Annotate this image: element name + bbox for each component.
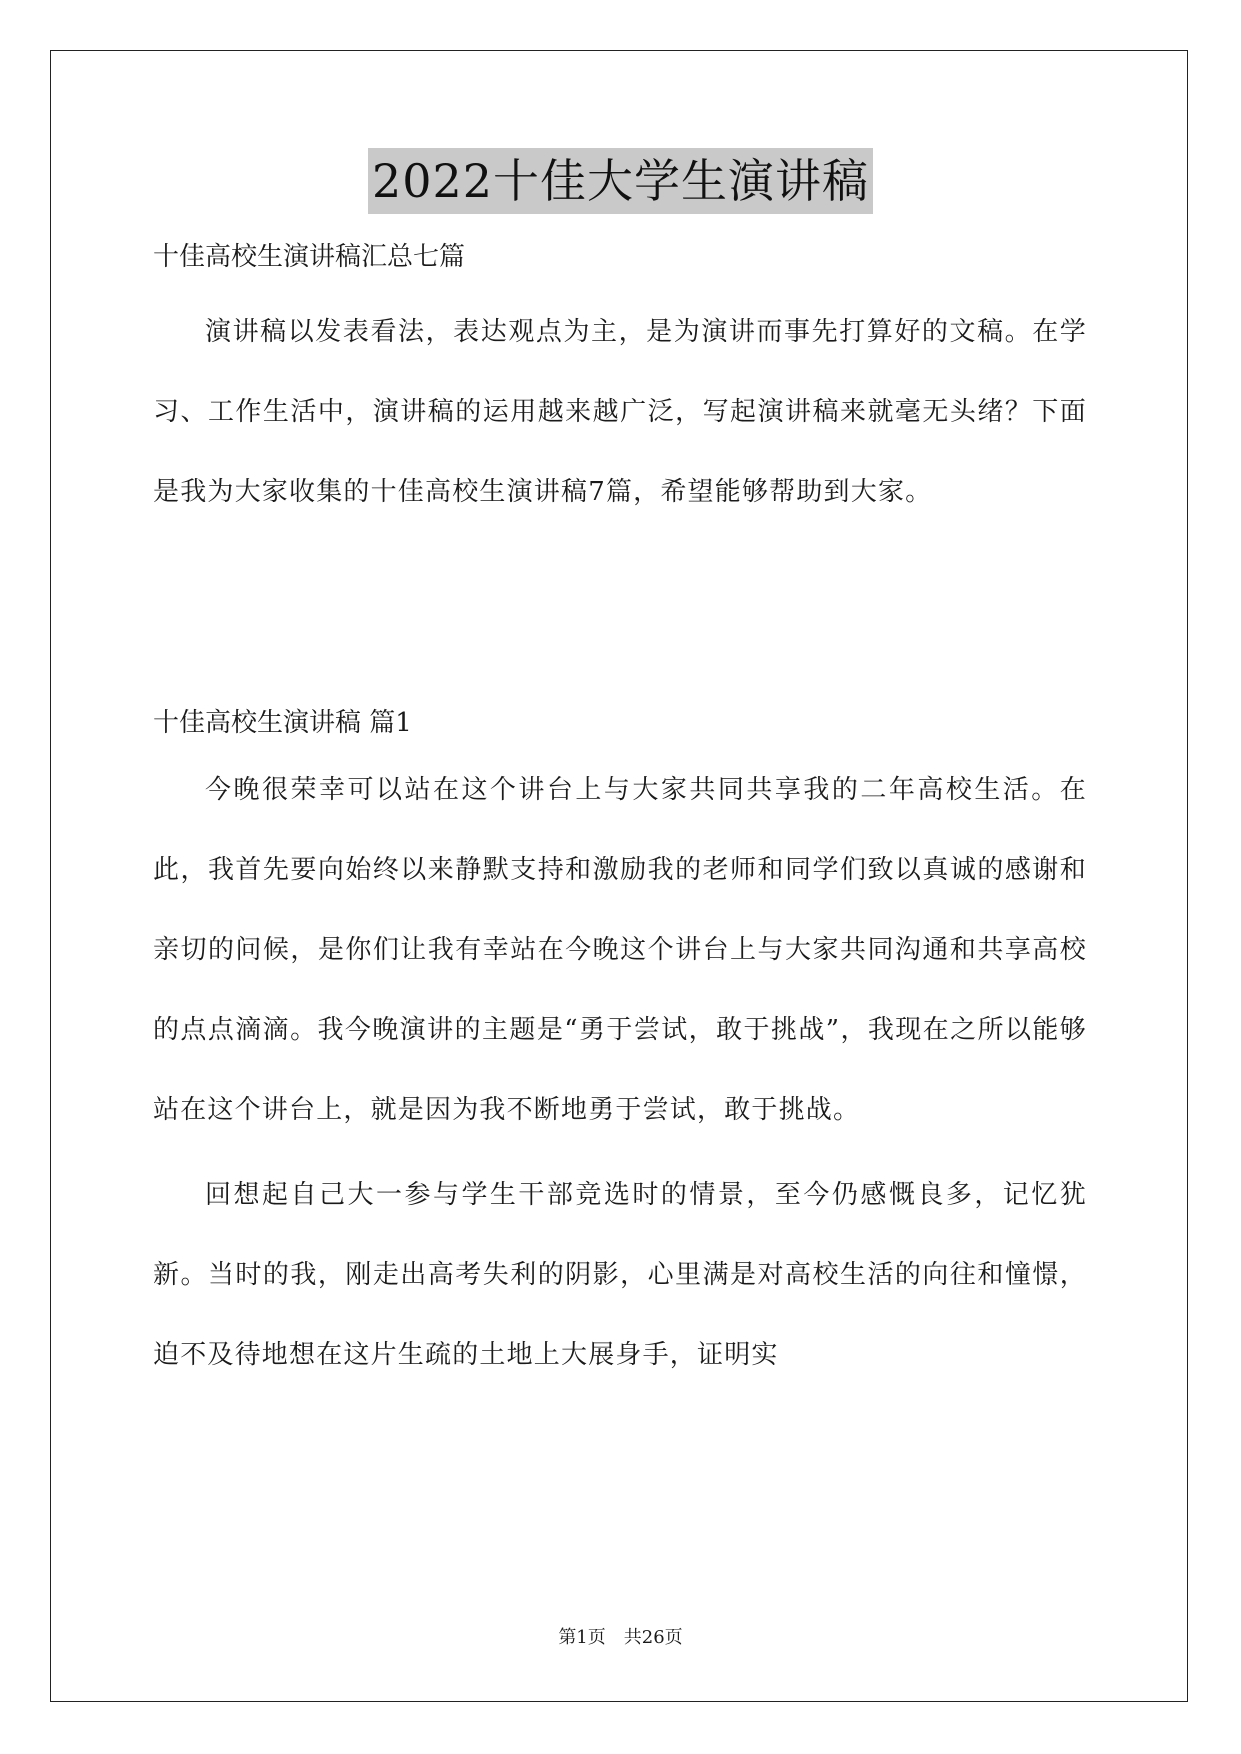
section-paragraph: 回想起自己大一参与学生干部竞选时的情景，至今仍感慨良多，记忆犹新。当时的我，刚走出高考失利的阴影，心里满是对高校生活的向往和憧憬，迫不及待地想在这片生疏的土地上大展身手，证明实 (153, 1180, 1087, 1370)
intro-paragraph: 演讲稿以发表看法，表达观点为主，是为演讲而事先打算好的文稿。在学习、工作生活中，演讲稿的运用越来越广泛，写起演讲稿来就毫无头绪？下面是我为大家收集的十佳高校生演讲稿7篇，希望能够帮助到大家。 (153, 317, 1087, 507)
document-title: 2022十佳大学生演讲稿 (368, 148, 873, 214)
document-subtitle: 十佳高校生演讲稿汇总七篇 (153, 242, 466, 272)
section-paragraph: 今晚很荣幸可以站在这个讲台上与大家共同共享我的二年高校生活。在此，我首先要向始终以来静默支持和激励我的老师和同学们致以真诚的感谢和亲切的问候，是你们让我有幸站在今晚这个讲台上与大家共同沟通和共享高校的点点滴滴。我今晚演讲的主题是“勇于尝试，敢于挑战”，我现在之所以能够站在这个讲台上，就是因为我不断地勇于尝试，敢于挑战。 (153, 775, 1087, 1125)
page-number: 第1页 共26页 (558, 1627, 683, 1648)
title-container (0, 148, 1241, 214)
section-heading: 十佳高校生演讲稿 篇1 (153, 708, 412, 738)
